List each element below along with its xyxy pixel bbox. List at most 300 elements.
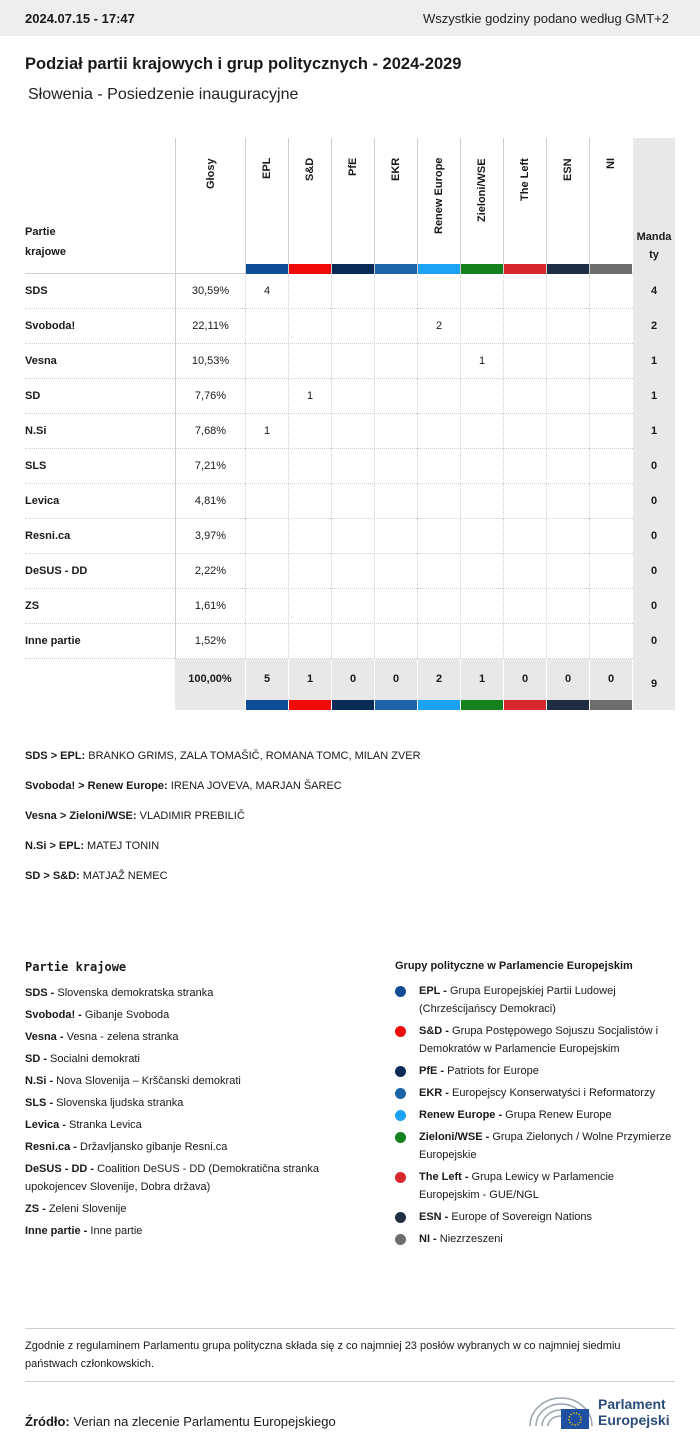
legend-groups-title: Grupy polityczne w Parlamencie Europejskim [395, 960, 633, 972]
group-color-bar [418, 264, 460, 274]
group-header-4 [374, 138, 417, 274]
totals-row [25, 659, 675, 710]
rule-note: Zgodnie z regulaminem Parlamentu grupa polityczna składa się z co najmniej 23 posłów wybranych w co najmniej siedmiu państwach członkowskich. [25, 1328, 675, 1373]
group-seats: 1 [245, 414, 288, 449]
source-text: Verian na zlecenie Parlamentu Europejskiego [73, 1414, 336, 1429]
total-group-seats: 0 [589, 659, 632, 710]
group-color-bar [504, 264, 546, 274]
seats-total: 1 [633, 414, 675, 449]
group-seats [374, 554, 417, 589]
group-seats [374, 274, 417, 309]
group-seats [331, 519, 374, 554]
group-seats [331, 589, 374, 624]
legend-full: Europejscy Konserwatyści i Reformatorzy [448, 1087, 655, 1099]
mep-line [25, 868, 675, 898]
group-seats [374, 484, 417, 519]
party-name: Levica [25, 495, 60, 507]
legend-parties-title: Partie krajowe [25, 960, 127, 974]
table-row [25, 589, 675, 624]
group-seats [417, 274, 460, 309]
mep-party-group: Svoboda! > Renew Europe: [25, 780, 168, 792]
party-name: Svoboda! [25, 320, 76, 332]
total-group-seats: 5 [245, 659, 288, 710]
group-seats [589, 519, 632, 554]
group-seats [546, 274, 589, 309]
vote-share: 3,97% [175, 519, 245, 554]
group-seats [589, 414, 632, 449]
legend-full: Grupa Zielonych / Wolne Przymierze Europejskie [419, 1131, 672, 1161]
col-votes-header [175, 138, 245, 274]
group-seats [245, 344, 288, 379]
legend-group-item [395, 1084, 675, 1102]
group-seats [374, 379, 417, 414]
seats-total: 1 [633, 344, 675, 379]
group-seats [503, 379, 546, 414]
group-color-bar [289, 264, 331, 274]
mep-names: IRENA JOVEVA, MARJAN ŠAREC [167, 780, 342, 792]
group-seats [331, 344, 374, 379]
total-group-seats: 2 [417, 659, 460, 710]
group-color-dot-icon [395, 1132, 406, 1143]
legend-group-item [395, 1230, 675, 1248]
datetime: 2024.07.15 - 17:47 [25, 10, 135, 26]
group-seats [460, 589, 503, 624]
vote-share: 7,68% [175, 414, 245, 449]
legend-party-item [25, 1050, 365, 1068]
group-seats [589, 309, 632, 344]
legend-full: Grupa Postępowego Sojuszu Socjalistów i Demokratów w Parlamencie Europejskim [419, 1025, 659, 1055]
legend-abbr: PfE - [419, 1065, 445, 1077]
group-seats [503, 309, 546, 344]
group-seats [503, 484, 546, 519]
legend-abbr: Renew Europe - [419, 1109, 503, 1121]
vote-share: 1,61% [175, 589, 245, 624]
table-row [25, 274, 675, 309]
group-seats [374, 519, 417, 554]
group-seats [331, 449, 374, 484]
source [25, 1414, 336, 1429]
legend-full: Stranka Levica [65, 1119, 142, 1131]
table-row [25, 309, 675, 344]
results-table [25, 138, 675, 710]
vote-share: 30,59% [175, 274, 245, 309]
group-seats [546, 449, 589, 484]
group-seats [546, 519, 589, 554]
group-seats: 1 [288, 379, 331, 414]
group-seats [589, 344, 632, 379]
group-seats [460, 379, 503, 414]
group-color-dot-icon [395, 986, 406, 997]
group-seats [288, 414, 331, 449]
seats-total: 0 [633, 484, 675, 519]
group-header-2 [288, 138, 331, 274]
table-row [25, 519, 675, 554]
group-seats [503, 589, 546, 624]
col-seats-label-2: ty [649, 249, 659, 261]
group-seats [288, 624, 331, 659]
group-color-bar [418, 700, 460, 710]
legend-full: Europe of Sovereign Nations [448, 1211, 593, 1223]
party-name: SD [25, 390, 41, 402]
total-votes: 100,00% [175, 659, 245, 710]
group-color-bar [547, 700, 589, 710]
total-group-seats: 0 [331, 659, 374, 710]
group-color-bar [461, 700, 503, 710]
seats-total: 0 [633, 449, 675, 484]
group-seats [460, 484, 503, 519]
party-name: N.Si [25, 425, 47, 437]
mep-party-group: Vesna > Zieloni/WSE: [25, 810, 137, 822]
vote-share: 2,22% [175, 554, 245, 589]
legend-full: Slovenska demokratska stranka [54, 987, 214, 999]
seats-total: 1 [633, 379, 675, 414]
mep-names: MATEJ TONIN [84, 840, 160, 852]
mep-line [25, 778, 675, 808]
legend-abbr: SDS - [25, 987, 55, 999]
legend-abbr: SD - [25, 1053, 47, 1065]
group-color-bar [332, 700, 374, 710]
group-color-bar [461, 264, 503, 274]
legend-abbr: Vesna - [25, 1031, 64, 1043]
party-name: SLS [25, 460, 47, 472]
legend-group-item [395, 1062, 675, 1080]
group-seats [589, 624, 632, 659]
table-row [25, 449, 675, 484]
group-label: EPL [261, 157, 273, 179]
mep-names: VLADIMIR PREBILIČ [136, 810, 245, 822]
group-seats [374, 449, 417, 484]
total-group-seats: 1 [288, 659, 331, 710]
table-row [25, 624, 675, 659]
group-seats [589, 379, 632, 414]
mep-line [25, 748, 675, 778]
group-seats [503, 554, 546, 589]
legend-full: Inne partie [87, 1225, 143, 1237]
seats-total: 0 [633, 624, 675, 659]
divider [25, 1381, 675, 1382]
group-seats [460, 309, 503, 344]
legend-abbr: ZS - [25, 1203, 46, 1215]
legend-abbr: EPL - [419, 985, 447, 997]
legend-groups [395, 960, 675, 1252]
group-header-5 [417, 138, 460, 274]
group-seats [460, 414, 503, 449]
group-seats [503, 414, 546, 449]
group-label: The Left [519, 158, 531, 201]
vote-share: 22,11% [175, 309, 245, 344]
table-row [25, 344, 675, 379]
group-seats [546, 379, 589, 414]
group-seats [288, 484, 331, 519]
group-header-9 [589, 138, 632, 274]
legend-abbr: The Left - [419, 1171, 469, 1183]
legend-abbr: DeSUS - DD - [25, 1163, 95, 1175]
group-seats [288, 449, 331, 484]
group-seats [417, 519, 460, 554]
table-header [25, 138, 675, 274]
page-title: Podział partii krajowych i grup politycznych - 2024-2029 [25, 55, 462, 73]
group-seats [417, 624, 460, 659]
group-color-bar [590, 700, 632, 710]
legend-full: Niezrzeszeni [436, 1233, 503, 1245]
group-seats [546, 484, 589, 519]
total-group-seats: 0 [546, 659, 589, 710]
group-seats [546, 414, 589, 449]
group-seats [546, 589, 589, 624]
group-color-dot-icon [395, 1066, 406, 1077]
group-seats [460, 554, 503, 589]
group-seats: 2 [417, 309, 460, 344]
group-color-bar [547, 264, 589, 274]
group-seats [503, 519, 546, 554]
parliament-logo [528, 1392, 678, 1432]
group-label: EKR [390, 157, 402, 181]
group-header-7 [503, 138, 546, 274]
group-header-6 [460, 138, 503, 274]
mep-line [25, 838, 675, 868]
total-group-seats: 0 [374, 659, 417, 710]
legend-group-item [395, 1208, 675, 1226]
group-label: NI [605, 158, 617, 169]
group-seats [460, 274, 503, 309]
group-seats [589, 449, 632, 484]
group-seats [245, 484, 288, 519]
group-seats [374, 414, 417, 449]
group-seats [589, 274, 632, 309]
group-color-dot-icon [395, 1212, 406, 1223]
legend-abbr: Inne partie - [25, 1225, 88, 1237]
vote-share: 10,53% [175, 344, 245, 379]
mep-names: BRANKO GRIMS, ZALA TOMAŠIČ, ROMANA TOMC, MILAN ZVER [85, 750, 421, 762]
legend-full: Slovenska ljudska stranka [53, 1097, 184, 1109]
group-seats [245, 449, 288, 484]
source-label: Źródło: [25, 1414, 70, 1429]
table-row [25, 484, 675, 519]
group-seats [589, 589, 632, 624]
group-seats [374, 624, 417, 659]
party-name: DeSUS - DD [25, 565, 88, 577]
group-color-bar [246, 700, 288, 710]
group-color-bar [375, 264, 417, 274]
table-row [25, 554, 675, 589]
group-seats [245, 519, 288, 554]
legend-abbr: NI - [419, 1233, 437, 1245]
group-seats [546, 624, 589, 659]
group-seats [331, 624, 374, 659]
group-color-bar [332, 264, 374, 274]
group-seats [331, 414, 374, 449]
legend-full: Vesna - zelena stranka [63, 1031, 179, 1043]
table-row [25, 414, 675, 449]
group-color-dot-icon [395, 1026, 406, 1037]
col-votes-label: Głosy [204, 158, 217, 189]
group-seats [589, 484, 632, 519]
group-seats [288, 274, 331, 309]
group-seats [417, 554, 460, 589]
seats-total: 0 [633, 519, 675, 554]
group-seats [417, 589, 460, 624]
group-seats: 1 [460, 344, 503, 379]
group-seats [288, 554, 331, 589]
legend-group-item [395, 982, 675, 1018]
vote-share: 7,76% [175, 379, 245, 414]
group-seats [546, 344, 589, 379]
group-seats [546, 554, 589, 589]
group-seats [245, 309, 288, 344]
legend-full: Coalition DeSUS - DD (Demokratična stranka upokojencev Slovenije, Dobra država) [25, 1163, 320, 1193]
group-header-1 [245, 138, 288, 274]
group-label: ESN [562, 158, 574, 181]
legend-abbr: Zieloni/WSE - [419, 1131, 490, 1143]
seats-total: 0 [633, 554, 675, 589]
seats-total: 0 [633, 589, 675, 624]
legend-party-item [25, 1072, 365, 1090]
legend-abbr: S&D - [419, 1025, 449, 1037]
legend-full: Patriots for Europe [444, 1065, 539, 1077]
col-seats-label-1: Manda [636, 231, 672, 243]
legend-party-item [25, 1138, 365, 1156]
group-seats [503, 624, 546, 659]
group-color-dot-icon [395, 1110, 406, 1121]
legend-group-item [395, 1022, 675, 1058]
group-color-dot-icon [395, 1234, 406, 1245]
col-seats-label [633, 228, 675, 264]
group-seats [374, 344, 417, 379]
group-seats [245, 624, 288, 659]
seats-total: 4 [633, 274, 675, 309]
mep-names: MATJAŽ NEMEC [79, 870, 168, 882]
legend-party-item [25, 984, 365, 1002]
group-color-bar [375, 700, 417, 710]
party-name: Vesna [25, 355, 57, 367]
legend-group-item [395, 1106, 675, 1124]
legend-full: Nova Slovenija – Krščanski demokrati [53, 1075, 241, 1087]
group-seats [245, 379, 288, 414]
mep-line [25, 808, 675, 838]
party-name: ZS [25, 600, 40, 612]
legend-party-item [25, 1028, 365, 1046]
timezone-note: Wszystkie godziny podano według GMT+2 [422, 10, 669, 26]
vote-share: 4,81% [175, 484, 245, 519]
group-label: S&D [304, 157, 316, 181]
page-subtitle: Słowenia - Posiedzenie inauguracyjne [28, 86, 299, 103]
legend-group-item [395, 1128, 675, 1164]
legend-full: Državljansko gibanje Resni.ca [76, 1141, 228, 1153]
group-seats [503, 274, 546, 309]
group-seats [503, 449, 546, 484]
legend-full: Grupa Lewicy w Parlamencie Europejskim - GUE/NGL [419, 1171, 615, 1201]
group-seats [288, 309, 331, 344]
legend-abbr: ESN - [419, 1211, 449, 1223]
group-color-dot-icon [395, 1172, 406, 1183]
legend-abbr: Levica - [25, 1119, 66, 1131]
total-group-seats: 0 [503, 659, 546, 710]
top-bar [0, 0, 700, 36]
group-seats [331, 554, 374, 589]
legend-party-item [25, 1116, 365, 1134]
group-seats [417, 449, 460, 484]
seats-total: 2 [633, 309, 675, 344]
mep-party-group: N.Si > EPL: [25, 840, 84, 852]
group-seats [245, 589, 288, 624]
legend-party-item [25, 1094, 365, 1112]
legend-abbr: Svoboda! - [25, 1009, 82, 1021]
legend-abbr: SLS - [25, 1097, 54, 1109]
group-color-bar [289, 700, 331, 710]
group-seats [546, 309, 589, 344]
group-seats [288, 519, 331, 554]
vote-share: 7,21% [175, 449, 245, 484]
group-label: PfE [347, 157, 359, 176]
legend-party-item [25, 1200, 365, 1218]
group-seats [288, 344, 331, 379]
group-seats [460, 624, 503, 659]
mep-party-group: SDS > EPL: [25, 750, 86, 762]
group-label: Renew Europe [433, 157, 445, 234]
col-party-label: Partie krajowe [25, 226, 66, 258]
group-header-8 [546, 138, 589, 274]
group-seats [417, 484, 460, 519]
group-seats: 4 [245, 274, 288, 309]
group-color-bar [246, 264, 288, 274]
group-seats [331, 309, 374, 344]
col-seats-header [633, 138, 675, 274]
party-name: Resni.ca [25, 530, 71, 542]
logo-text: Parlament Europejski [598, 1396, 670, 1428]
legend-group-item [395, 1168, 675, 1204]
group-seats [417, 379, 460, 414]
mep-list [25, 748, 675, 898]
legend-parties [25, 960, 365, 1244]
mep-party-group: SD > S&D: [25, 870, 80, 882]
group-seats [374, 589, 417, 624]
group-color-bar [504, 700, 546, 710]
legend-full: Zeleni Slovenije [45, 1203, 127, 1215]
group-seats [417, 344, 460, 379]
legend-abbr: Resni.ca - [25, 1141, 77, 1153]
total-group-seats: 1 [460, 659, 503, 710]
group-label: Zieloni/WSE [476, 158, 488, 222]
legend-abbr: N.Si - [25, 1075, 54, 1087]
hemicycle-icon [528, 1392, 594, 1432]
legend-full: Gibanje Svoboda [81, 1009, 170, 1021]
group-seats [417, 414, 460, 449]
group-seats [331, 274, 374, 309]
legend-party-item [25, 1222, 365, 1240]
group-seats [374, 309, 417, 344]
group-seats [288, 589, 331, 624]
group-color-bar [590, 264, 632, 274]
table-row [25, 379, 675, 414]
legend-full: Grupa Europejskiej Partii Ludowej (Chrześcijańscy Demokraci) [419, 985, 616, 1015]
party-name: SDS [25, 285, 48, 297]
legend-party-item [25, 1160, 365, 1196]
legend-party-item [25, 1006, 365, 1024]
legend-abbr: EKR - [419, 1087, 449, 1099]
group-seats [245, 554, 288, 589]
group-seats [460, 519, 503, 554]
group-seats [589, 554, 632, 589]
party-name: Inne partie [25, 635, 81, 647]
group-seats [331, 484, 374, 519]
vote-share: 1,52% [175, 624, 245, 659]
legend-full: Socialni demokrati [47, 1053, 140, 1065]
group-seats [460, 449, 503, 484]
group-seats [331, 379, 374, 414]
group-color-dot-icon [395, 1088, 406, 1099]
group-seats [503, 344, 546, 379]
total-seats: 9 [633, 659, 675, 710]
